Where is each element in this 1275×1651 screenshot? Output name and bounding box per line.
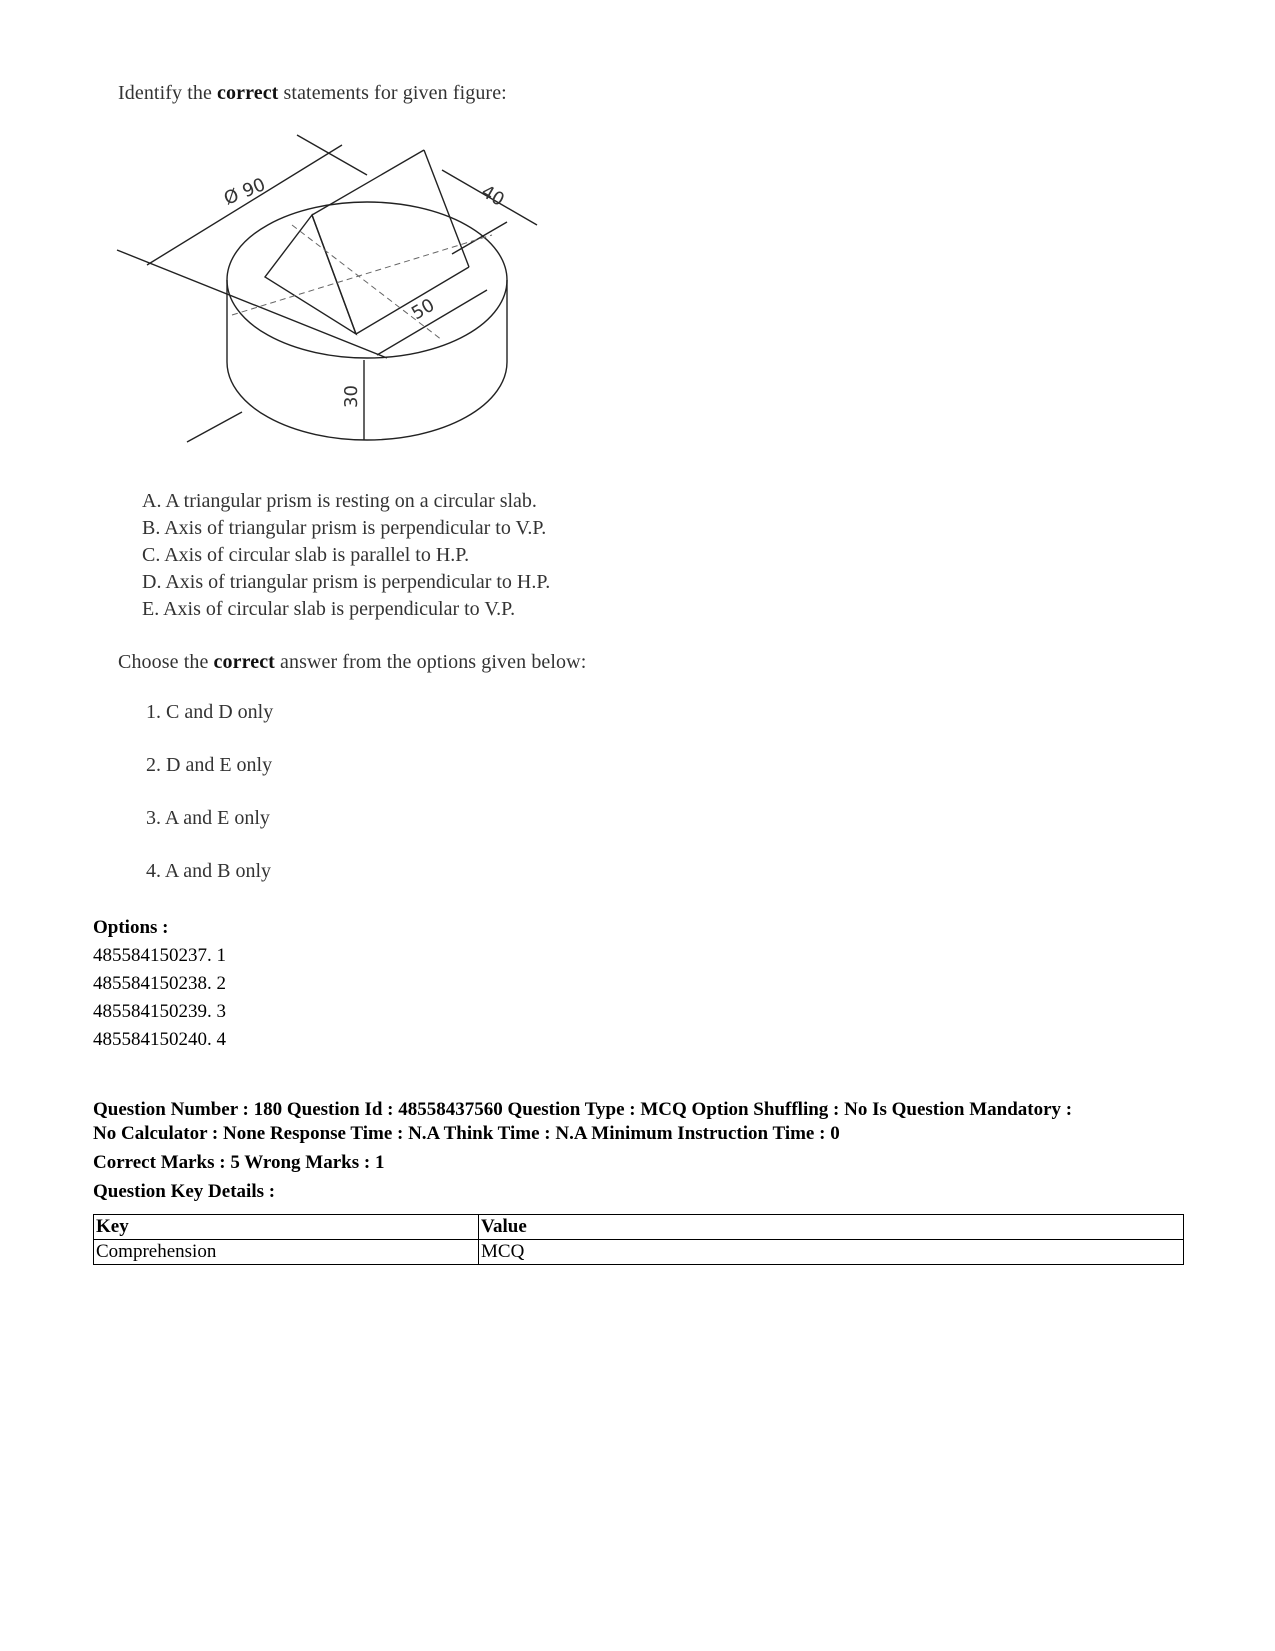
length-label: 40	[477, 181, 508, 211]
key-details-heading: Question Key Details :	[93, 1181, 276, 1202]
side-label: 50	[408, 294, 439, 325]
prompt-text-end: statements for given figure:	[278, 82, 507, 104]
prism-end-face	[265, 215, 356, 334]
table-header-value: Value	[479, 1215, 1184, 1240]
meta-line-1: Question Number : 180 Question Id : 48558437560 Question Type : MCQ Option Shuffling : No Is Question Mandatory :	[93, 1099, 1073, 1120]
choose-text-end: answer from the options given below:	[274, 651, 587, 673]
prompt-bold: correct	[217, 82, 279, 104]
choose-bold: correct	[213, 651, 275, 673]
statement-d: D. Axis of triangular prism is perpendicular to H.P.	[142, 571, 551, 593]
choose-instruction	[118, 651, 586, 674]
statement-c: C. Axis of circular slab is parallel to H.P.	[142, 544, 470, 566]
answer-2: 2. D and E only	[146, 754, 273, 776]
isometric-figure	[112, 130, 572, 470]
question-meta	[93, 1098, 1193, 1204]
answer-1: 1. C and D only	[146, 701, 274, 723]
slab-bottom-outline	[227, 362, 507, 440]
table-cell-key: Comprehension	[94, 1240, 479, 1265]
question-prompt	[118, 82, 507, 105]
statements-list	[142, 488, 550, 623]
height-label: 30	[341, 385, 362, 408]
statement-a: A. A triangular prism is resting on a circular slab.	[142, 490, 537, 512]
option-item: 485584150240. 4	[93, 1029, 226, 1050]
options-heading: Options :	[93, 917, 169, 938]
statement-e: E. Axis of circular slab is perpendicular to V.P.	[142, 598, 516, 620]
choose-text: Choose the	[118, 651, 214, 673]
statement-b: B. Axis of triangular prism is perpendicular to V.P.	[142, 517, 547, 539]
option-item: 485584150238. 2	[93, 973, 226, 994]
prompt-text: Identify the	[118, 82, 218, 104]
option-item: 485584150239. 3	[93, 1001, 226, 1022]
answer-4: 4. A and B only	[146, 860, 272, 882]
table-row	[94, 1240, 1184, 1265]
answer-3: 3. A and E only	[146, 807, 270, 829]
options-section	[93, 914, 226, 1054]
diameter-label: Ø 90	[221, 174, 269, 210]
table-header-row	[94, 1215, 1184, 1240]
option-item: 485584150237. 1	[93, 945, 226, 966]
key-details-table	[93, 1214, 1184, 1265]
meta-line-2: No Calculator : None Response Time : N.A Think Time : N.A Minimum Instruction Time : 0	[93, 1123, 840, 1144]
marks-line: Correct Marks : 5 Wrong Marks : 1	[93, 1152, 385, 1173]
table-header-key: Key	[94, 1215, 479, 1240]
table-cell-value: MCQ	[479, 1240, 1184, 1265]
